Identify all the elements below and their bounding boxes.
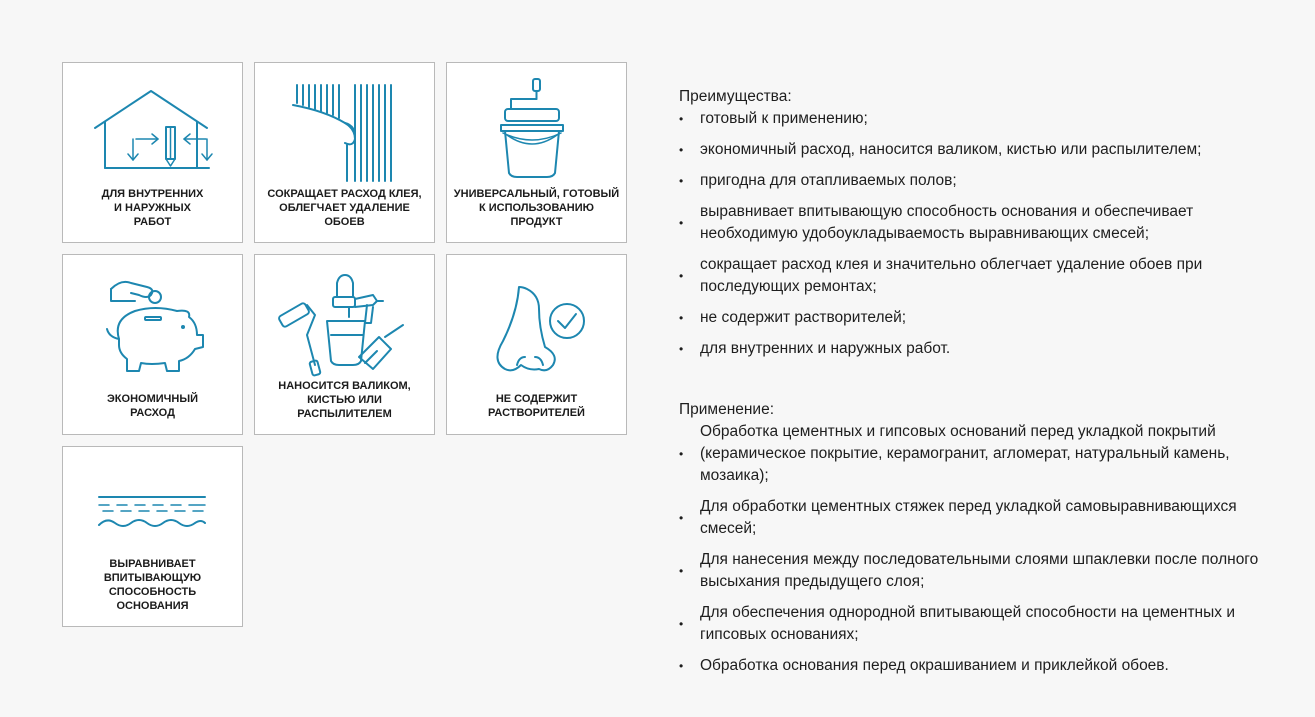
bullet-icon: • [679, 617, 684, 631]
bullet-icon: • [679, 447, 684, 461]
bullet-icon: • [679, 342, 684, 356]
bullet-icon: • [679, 174, 684, 188]
tile-caption: ДЛЯ ВНУТРЕННИХ И НАРУЖНЫХ РАБОТ [101, 188, 204, 228]
list-item: • готовый к применению; [679, 108, 1279, 130]
bullet-icon: • [679, 511, 684, 525]
list-item: • Обработка цементных и гипсовых оснований перед укладкой покрытий (керамическое покрытие, керамогранит, агломерат, натуральный камень, мозаика); [679, 423, 1230, 484]
list-item: • Для обеспечения однородной впитывающей способности на цементных и гипсовых основаниях; [679, 604, 1235, 643]
house-arrows-icon [63, 73, 242, 185]
bullet-icon: • [679, 143, 684, 157]
section-spacer [679, 369, 1279, 399]
bullet-icon: • [679, 112, 684, 126]
feature-tile-no-solvents [446, 254, 627, 435]
tile-caption: ЭКОНОМИЧНЫЙ РАСХОД [106, 393, 198, 419]
feature-tile-economical [62, 254, 243, 435]
absorbing-layers-icon [63, 457, 242, 569]
paint-bucket-roller-icon [447, 73, 626, 185]
advantages-list [679, 108, 1279, 360]
feature-tiles [62, 62, 628, 628]
feature-tile-absorption [62, 446, 243, 627]
list-item: • не содержит растворителей; [679, 307, 1279, 329]
bullet-icon: • [679, 311, 684, 325]
tile-caption: СОКРАЩАЕТ РАСХОД КЛЕЯ, ОБЛЕГЧАЕТ УДАЛЕНИЕ ОБОЕВ [267, 188, 422, 228]
bullet-icon: • [679, 269, 684, 283]
feature-tile-application-methods [254, 254, 435, 435]
tile-caption: ВЫРАВНИВАЕТ ВПИТЫВАЮЩУЮ СПОСОБНОСТЬ ОСНОВАНИЯ [103, 558, 202, 612]
list-item: • Для обработки цементных стяжек перед укладкой самовыравнивающихся смесей; [679, 498, 1237, 537]
application-title: Применение: [679, 401, 775, 418]
feature-tile-ready-to-use [446, 62, 627, 243]
product-description [679, 86, 1279, 686]
list-item: • для внутренних и наружных работ. [679, 338, 1279, 360]
roller-brush-sprayer-icon [255, 265, 434, 377]
wallpaper-icon [255, 73, 434, 185]
bullet-icon: • [679, 659, 684, 673]
list-item: • сокращает расход клея и значительно облегчает удаление обоев при последующих ремонтах; [679, 256, 1203, 295]
bullet-icon: • [679, 216, 684, 230]
piggy-bank-icon [63, 265, 242, 377]
list-item: • Обработка основания перед окрашиванием и приклейкой обоев. [679, 655, 1279, 677]
tile-caption: НЕ СОДЕРЖИТ РАСТВОРИТЕЛЕЙ [488, 393, 585, 419]
feature-tile-indoor-outdoor [62, 62, 243, 243]
list-item: • экономичный расход, наносится валиком, кистью или распылителем; [679, 139, 1279, 161]
list-item: • выравнивает впитывающую способность основания и обеспечивает необходимую удобоукладываемость выравнивающих смесей; [679, 203, 1194, 242]
tile-caption: НАНОСИТСЯ ВАЛИКОМ, КИСТЬЮ ИЛИ РАСПЫЛИТЕЛЕМ [278, 380, 411, 420]
feature-tile-glue-saving [254, 62, 435, 243]
nose-check-icon [447, 265, 626, 377]
bullet-icon: • [679, 564, 684, 578]
advantages-title: Преимущества: [679, 88, 792, 105]
tile-caption: УНИВЕРСАЛЬНЫЙ, ГОТОВЫЙ К ИСПОЛЬЗОВАНИЮ ПРОДУКТ [453, 188, 620, 228]
application-list [679, 421, 1279, 677]
list-item: • пригодна для отапливаемых полов; [679, 170, 1279, 192]
list-item: • Для нанесения между последовательными слоями шпаклевки после полного высыхания предыдущего слоя; [679, 551, 1259, 590]
